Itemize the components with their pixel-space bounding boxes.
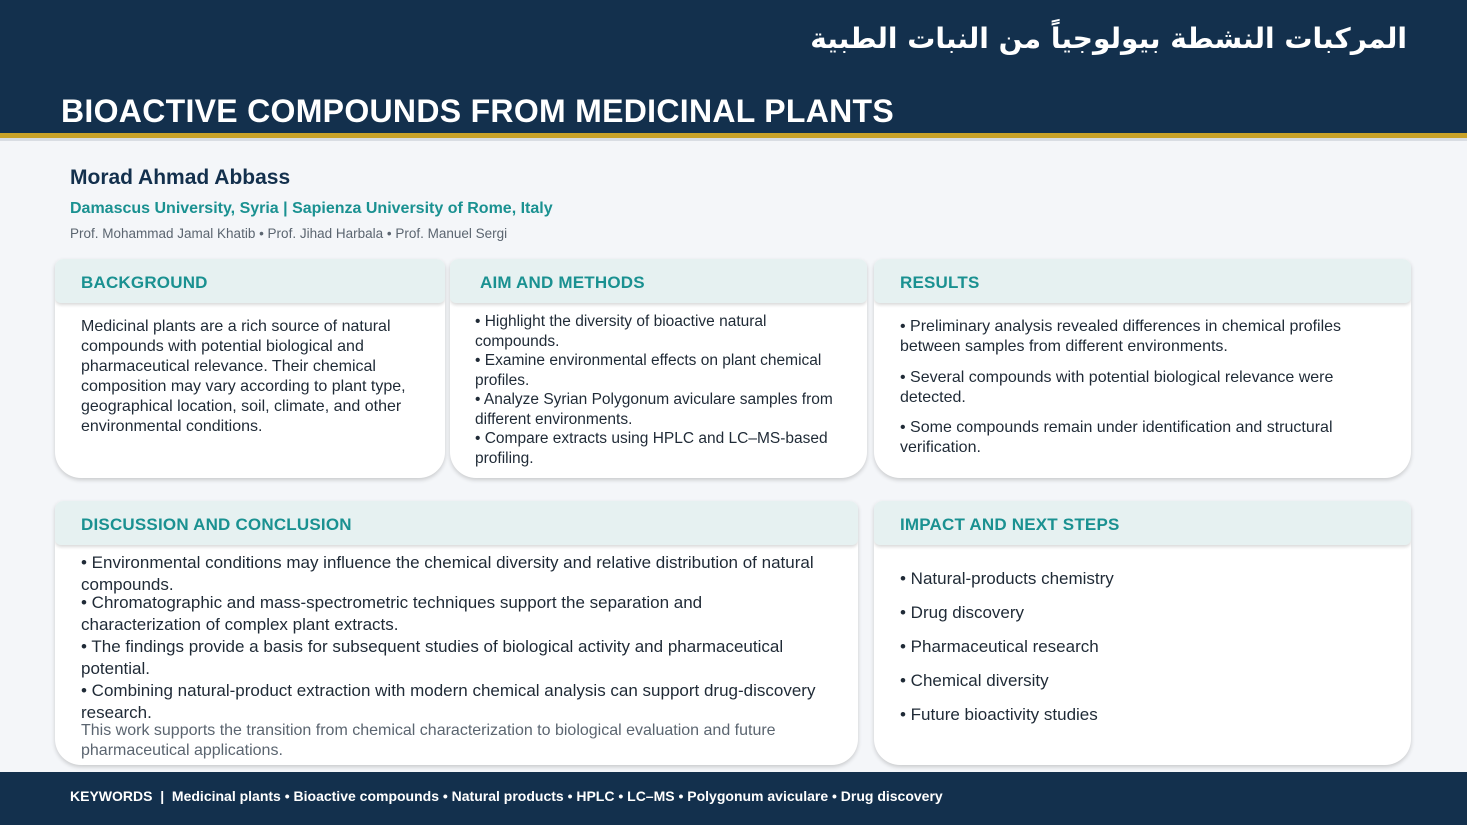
list-item: • Compare extracts using HPLC and LC–MS-based profiling. [475, 430, 828, 467]
list-item: • Combining natural-product extraction with modern chemical analysis can support drug-discovery research. [81, 681, 816, 722]
list-item: • Drug discovery [900, 603, 1025, 622]
background-card [55, 259, 445, 478]
discussion-list [81, 552, 818, 761]
results-card [874, 259, 1411, 478]
list-item: • Examine environmental effects on plant chemical profiles. [475, 352, 822, 389]
impact-card [874, 501, 1411, 765]
discussion-card [55, 501, 858, 765]
list-item: • Some compounds remain under identification and structural verification. [900, 419, 1333, 456]
header-banner [0, 0, 1467, 133]
list-item: • Natural-products chemistry [900, 569, 1114, 588]
list-item: • Environmental conditions may influence the chemical diversity and relative distribution of natural compounds. [81, 553, 814, 594]
list-item: • Chromatographic and mass-spectrometric techniques support the separation and characterization of complex plant extracts. [81, 593, 703, 634]
background-text: Medicinal plants are a rich source of natural compounds with potential biological and pharmaceutical relevance. Their chemical composition may vary according to plant type, geographical location, soil, climate, and other environmental conditions. [81, 318, 406, 435]
impact-list [900, 568, 1389, 726]
aim-card [450, 259, 867, 478]
list-item: • Preliminary analysis revealed differences in chemical profiles between samples from different environments. [900, 318, 1342, 355]
author-name: Morad Ahmad Abbass [70, 166, 291, 189]
aim-title: AIM AND METHODS [480, 273, 645, 292]
background-title: BACKGROUND [81, 273, 208, 292]
impact-card-header [874, 501, 1411, 545]
results-card-header [874, 259, 1411, 303]
footer-bar [0, 772, 1467, 825]
list-item: • The findings provide a basis for subsequent studies of biological activity and pharmaceutical potential. [81, 637, 784, 678]
arabic-title: المركبات النشطة بيولوجياً من النبات الطبية [810, 22, 1407, 55]
background-card-header [55, 259, 445, 303]
impact-title: IMPACT AND NEXT STEPS [900, 515, 1120, 534]
list-item: • Highlight the diversity of bioactive natural compounds. [475, 313, 767, 350]
discussion-note: This work supports the transition from chemical characterization to biological evaluation and future pharmaceutical applications. [81, 722, 776, 759]
page-title: BIOACTIVE COMPOUNDS FROM MEDICINAL PLANTS [61, 93, 895, 129]
header-shadow-divider [0, 138, 1467, 141]
list-item: • Future bioactivity studies [900, 705, 1098, 724]
list-item: • Several compounds with potential biological relevance were detected. [900, 369, 1334, 406]
aim-card-header [450, 259, 867, 303]
results-list [900, 317, 1389, 458]
supervisors: Prof. Mohammad Jamal Khatib • Prof. Jihad Harbala • Prof. Manuel Sergi [70, 226, 508, 241]
keywords: KEYWORDS | Medicinal plants • Bioactive compounds • Natural products • HPLC • LC–MS • Polygonum aviculare • Drug discovery [70, 788, 943, 804]
aim-list [475, 312, 845, 468]
discussion-card-header [55, 501, 858, 545]
list-item: • Chemical diversity [900, 671, 1049, 690]
list-item: • Pharmaceutical research [900, 637, 1099, 656]
list-item: • Analyze Syrian Polygonum aviculare samples from different environments. [475, 391, 833, 428]
results-title: RESULTS [900, 273, 980, 292]
discussion-title: DISCUSSION AND CONCLUSION [81, 515, 352, 534]
author-affiliation: Damascus University, Syria | Sapienza University of Rome, Italy [70, 200, 553, 217]
